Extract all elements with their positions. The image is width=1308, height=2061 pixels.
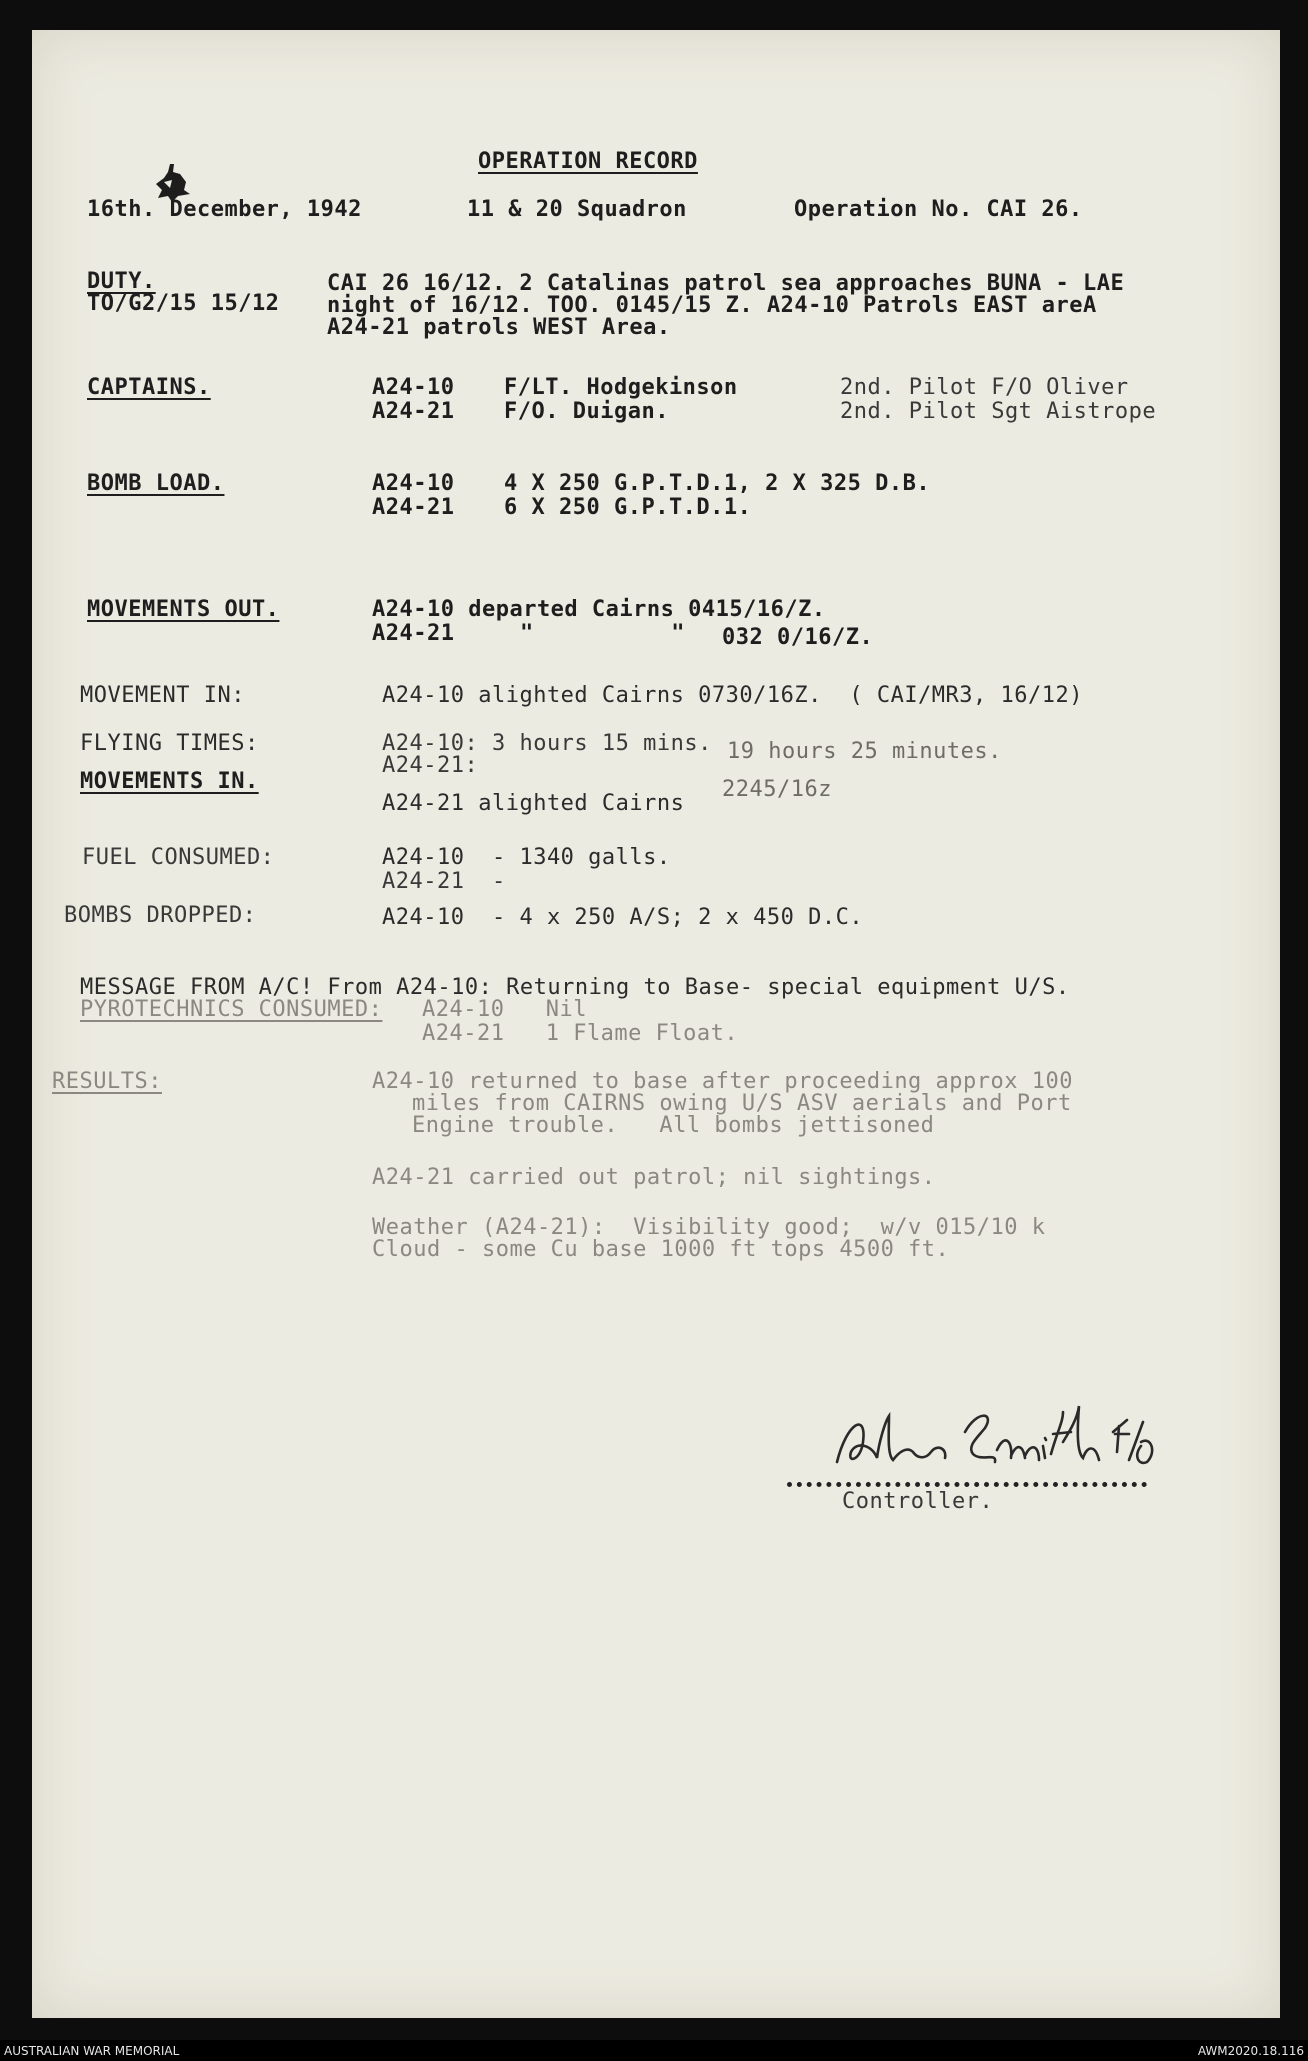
fuel-consumed-label: FUEL CONSUMED: [82, 845, 275, 870]
pyrotechnics-row-1: A24-10 Nil [422, 997, 587, 1022]
captain-aircraft-1: A24-10 [372, 375, 455, 400]
movements-out-ditto: " " [520, 621, 685, 646]
duty-reference: TO/G2/15 15/12 [87, 291, 280, 316]
bomb-load-label: BOMB LOAD. [87, 471, 225, 496]
fuel-row-2: A24-21 - [382, 869, 506, 894]
operation-number: Operation No. CAI 26. [794, 197, 1083, 222]
document-page [32, 30, 1280, 2018]
movements-in-text: A24-21 alighted Cairns [382, 791, 685, 816]
results-para-3-line-1: Weather (A24-21): Visibility good; w/v 015/10 k [372, 1215, 1046, 1240]
squadron: 11 & 20 Squadron [467, 197, 687, 222]
movement-in-text: A24-10 alighted Cairns 0730/16Z. ( CAI/MR3, 16/12) [382, 683, 1084, 708]
movements-out-time-2: 032 0/16/Z. [722, 625, 874, 650]
bomb-load-1: 4 X 250 G.P.T.D.1, 2 X 325 D.B. [504, 471, 931, 496]
record-date: 16th. December, 1942 [87, 197, 362, 222]
results-para-1-line-2: miles from CAIRNS owing U/S ASV aerials and Port [412, 1091, 1072, 1116]
bombs-dropped-label: BOMBS DROPPED: [64, 903, 257, 928]
results-para-2: A24-21 carried out patrol; nil sightings. [372, 1165, 936, 1190]
movements-in-time: 2245/16z [722, 777, 832, 802]
signature-dotted-line [787, 1470, 1147, 1487]
flying-times-row-1: A24-10: 3 hours 15 mins. [382, 731, 712, 756]
results-para-3-line-2: Cloud - some Cu base 1000 ft tops 4500 ft. [372, 1237, 950, 1262]
pyrotechnics-label: PYROTECHNICS CONSUMED: [80, 997, 383, 1022]
second-pilot-1: 2nd. Pilot F/O Oliver [840, 375, 1129, 400]
duty-line-1: CAI 26 16/12. 2 Catalinas patrol sea approaches BUNA - LAE [327, 271, 1125, 296]
captains-label: CAPTAINS. [87, 375, 211, 400]
captain-name-1: F/LT. Hodgekinson [504, 375, 738, 400]
pyrotechnics-row-2: A24-21 1 Flame Float. [422, 1021, 739, 1046]
controller-signature [827, 1402, 1157, 1477]
movement-in-label: MOVEMENT IN: [80, 683, 245, 708]
results-label: RESULTS: [52, 1069, 162, 1094]
bomb-load-2: 6 X 250 G.P.T.D.1. [504, 495, 752, 520]
bomb-load-aircraft-2: A24-21 [372, 495, 455, 520]
movements-in-label: MOVEMENTS IN. [80, 769, 259, 794]
second-pilot-2: 2nd. Pilot Sgt Aistrope [840, 399, 1157, 424]
movements-out-label: MOVEMENTS OUT. [87, 597, 280, 622]
bombs-dropped-text: A24-10 - 4 x 250 A/S; 2 x 450 D.C. [382, 905, 864, 930]
flying-times-total: 19 hours 25 minutes. [727, 739, 1002, 764]
bomb-load-aircraft-1: A24-10 [372, 471, 455, 496]
results-para-1-line-1: A24-10 returned to base after proceeding approx 100 [372, 1069, 1074, 1094]
flying-times-label: FLYING TIMES: [80, 731, 259, 756]
page-title: OPERATION RECORD [478, 149, 698, 174]
footer-institution: AUSTRALIAN WAR MEMORIAL [4, 2044, 180, 2058]
captain-name-2: F/O. Duigan. [504, 399, 669, 424]
duty-label: DUTY. [87, 269, 156, 294]
duty-line-2: night of 16/12. TOO. 0145/15 Z. A24-10 Patrols EAST areA [327, 293, 1097, 318]
movements-out-row-1: A24-10 departed Cairns 0415/16/Z. [372, 597, 826, 622]
results-para-1-line-3: Engine trouble. All bombs jettisoned [412, 1113, 935, 1138]
fuel-row-1: A24-10 - 1340 galls. [382, 845, 671, 870]
archive-footer [0, 2040, 1308, 2061]
captain-aircraft-2: A24-21 [372, 399, 455, 424]
message-from-aircraft: MESSAGE FROM A/C! From A24-10: Returning to Base- special equipment U/S. [80, 975, 1070, 1000]
duty-line-3: A24-21 patrols WEST Area. [327, 315, 671, 340]
flying-times-row-2: A24-21: [382, 753, 479, 778]
footer-reference: AWM2020.18.116 [1197, 2044, 1304, 2058]
movements-out-aircraft-2: A24-21 [372, 621, 455, 646]
signatory-title: Controller. [842, 1489, 994, 1514]
